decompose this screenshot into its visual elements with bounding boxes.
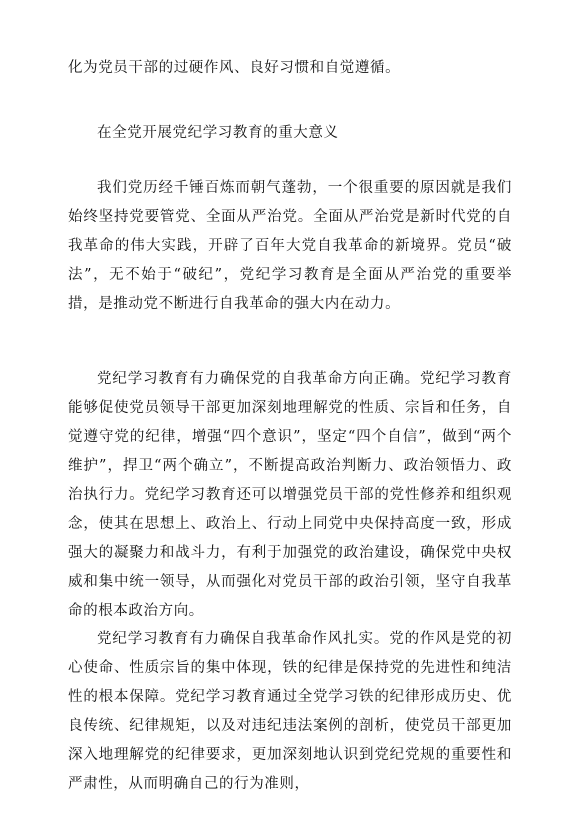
paragraph-2: 党纪学习教育有力确保党的自我革命方向正确。党纪学习教育能够促使党员领导干部更加深刻地理解党的性质、宗旨和任务，自觉遵守党的纪律，增强“四个意识”，坚定“四个自信”，做到“两个维护”，捍卫“两个确立”，不断提高政治判断力、政治领悟力、政治执行力。党纪学习教育还可以增强党员干部的党性修养和组织观念，使其在思想上、政治上、行动上同党中央保持高度一致，形成强大的凝聚力和战斗力，有利于加强党的政治建设，确保党中央权威和集中统一领导，从而强化对党员干部的政治引领，坚守自我革命的根本政治方向。 <box>68 371 512 619</box>
section-heading: 在全党开展党纪学习教育的重大意义 <box>97 125 339 141</box>
paragraph-1: 我们党历经千锤百炼而朝气蓬勃，一个很重要的原因就是我们始终坚持党要管党、全面从严治党。全面从严治党是新时代党的自我革命的伟大实践，开辟了百年大党自我革命的新境界。党员“破法”，无不始于“破纪”，党纪学习教育是全面从严治党的重要举措，是推动党不断进行自我革命的强大内在动力。 <box>68 180 512 312</box>
continuation-text: 化为党员干部的过硬作风、良好习惯和自觉遵循。 <box>68 60 401 76</box>
paragraph-3: 党纪学习教育有力确保自我革命作风扎实。党的作风是党的初心使命、性质宗旨的集中体现，铁的纪律是保持党的先进性和纯洁性的根本保障。党纪学习教育通过全党学习铁的纪律形成历史、优良传统、纪律规矩，以及对违纪违法案例的剖析，使党员干部更加深入地理解党的纪律要求，更加深刻地认识到党纪党规的重要性和严肃性，从而明确自己的行为准则， <box>68 631 512 792</box>
